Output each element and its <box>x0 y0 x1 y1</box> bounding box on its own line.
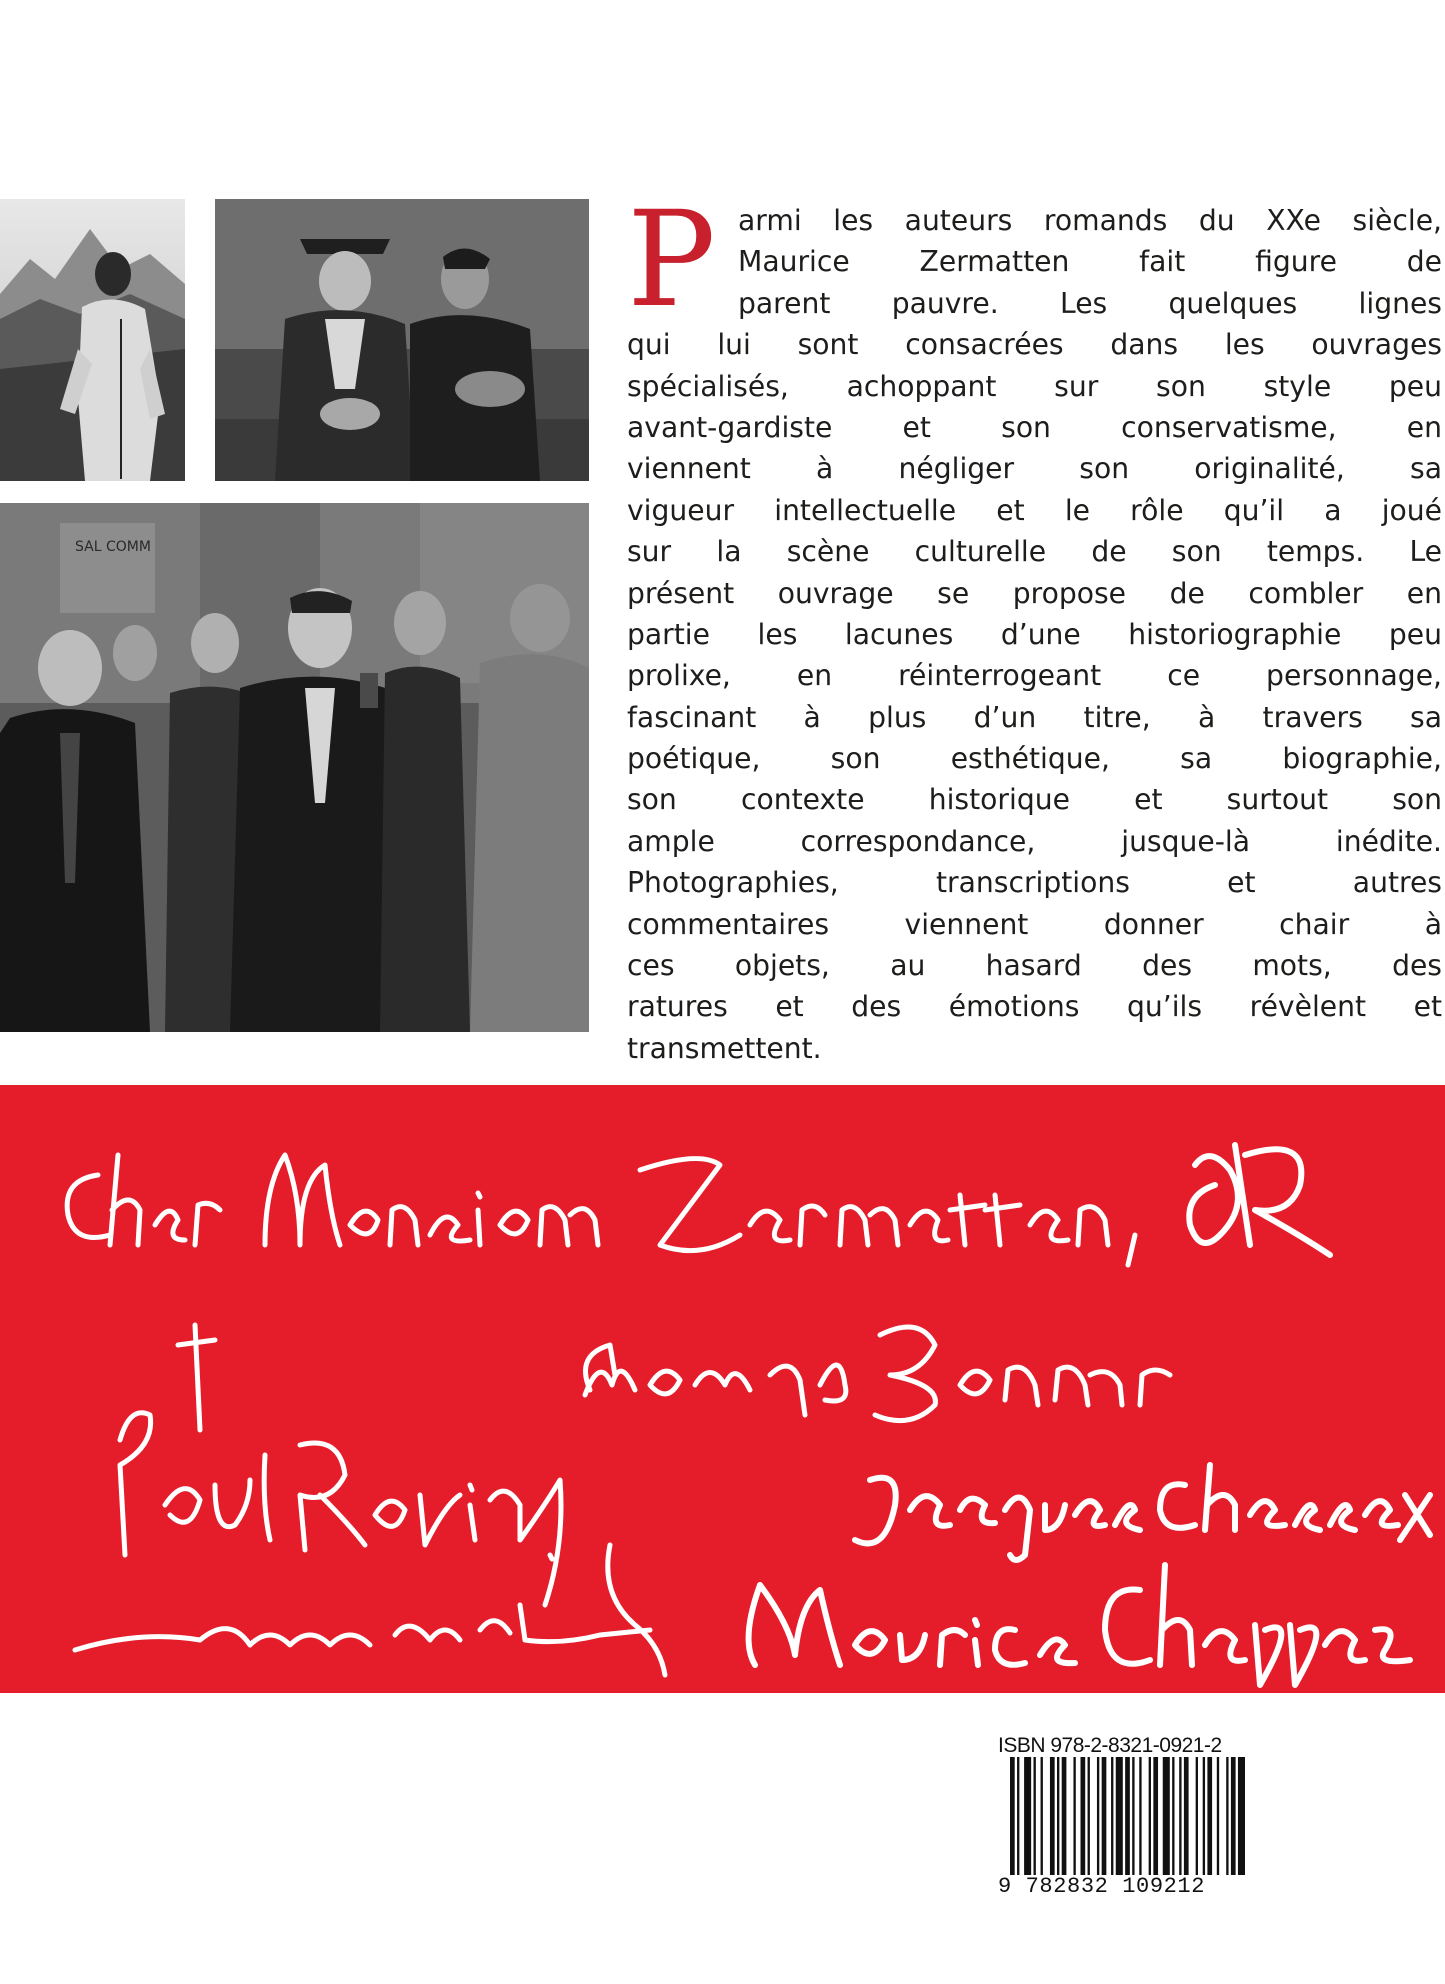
barcode-bar <box>1111 1757 1113 1875</box>
blurb-line: Maurice Zermatten fait figure de <box>738 245 1442 279</box>
barcode-bar <box>1207 1757 1212 1875</box>
barcode-bar <box>1163 1757 1170 1875</box>
barcode-bar <box>1073 1757 1075 1875</box>
blurb-line: prolixe, en réinterrogeant ce personnage, <box>627 659 1442 693</box>
signature-second-name <box>585 1327 1170 1421</box>
barcode-image <box>998 1757 1245 1875</box>
barcode-bar <box>1226 1757 1228 1875</box>
blurb-line: vigueur intellectuelle et le rôle qu’il a joué <box>627 493 1442 527</box>
blurb-line: ample correspondance, jusque-là inédite. <box>627 824 1442 858</box>
barcode-bar <box>1172 1757 1174 1875</box>
barcode-bar <box>1149 1757 1151 1875</box>
signature-monogram-r <box>1189 1145 1330 1255</box>
barcode-bar <box>1017 1757 1019 1875</box>
blurb-line: sur la scène culturelle de son temps. Le <box>627 535 1442 569</box>
barcode-bar <box>1184 1757 1189 1875</box>
blurb-line: poétique, son esthétique, sa biographie, <box>627 742 1442 776</box>
barcode-bar <box>1217 1757 1219 1875</box>
photo-sign-text: SAL COMM <box>75 539 151 555</box>
blurb-line: présent ouvrage se propose de combler en <box>627 576 1442 610</box>
photo-man-in-field <box>0 199 185 481</box>
barcode-bar <box>1057 1757 1059 1875</box>
barcode-bar <box>1203 1757 1205 1875</box>
barcode-bar <box>1062 1757 1067 1875</box>
barcode-bar <box>1034 1757 1036 1875</box>
blurb-line: viennent à négliger son originalité, sa <box>627 452 1442 486</box>
blurb-line: ces objets, au hasard des mots, des <box>627 949 1442 983</box>
blurb-line: fascinant à plus d’un titre, à travers sa <box>627 700 1442 734</box>
barcode-bar <box>1125 1757 1130 1875</box>
blurb-line: armi les auteurs romands du XXe siècle, <box>738 204 1442 237</box>
blurb-line: qui lui sont consacrées dans les ouvrages <box>627 328 1442 362</box>
blurb-line: transmettent. <box>627 1031 822 1065</box>
barcode-digits: 9 782832 109212 <box>998 1874 1206 1899</box>
barcode-bar <box>1238 1757 1245 1875</box>
signature-flourish <box>75 1545 665 1675</box>
blurb-line: partie les lacunes d’une historiographie peu <box>627 617 1442 651</box>
barcode-bar <box>1196 1757 1198 1875</box>
blurb-line: spécialisés, achoppant sur son style peu <box>627 369 1442 403</box>
signature-cher-monsieur <box>67 1155 598 1245</box>
blurb-line: avant-gardiste et son conservatisme, en <box>627 410 1442 444</box>
signature-zermatten <box>640 1159 1135 1265</box>
photo-reception-group <box>0 503 589 1032</box>
signature-maurice-chappaz <box>749 1565 1410 1685</box>
barcode-bar <box>1010 1757 1015 1875</box>
barcode-bar <box>1116 1757 1123 1875</box>
blurb-line: Photographies, transcriptions et autres <box>627 866 1442 900</box>
isbn-barcode-block <box>998 1734 1245 1900</box>
barcode-bar <box>1179 1757 1181 1875</box>
signature-cross-name <box>120 1325 561 1605</box>
barcode-bar <box>1050 1757 1055 1875</box>
barcode-bar <box>1102 1757 1107 1875</box>
barcode-bar <box>1024 1757 1031 1875</box>
barcode-bar <box>1097 1757 1099 1875</box>
blurb-line: commentaires viennent donner chair à <box>627 907 1442 941</box>
barcode-bar <box>1041 1757 1043 1875</box>
signature-jacques-chessex <box>855 1465 1430 1560</box>
blurb-line: parent pauvre. Les quelques lignes <box>738 286 1442 320</box>
isbn-number: ISBN 978-2-8321-0921-2 <box>998 1734 1222 1757</box>
blurb-line: ratures et des émotions qu’ils révèlent et <box>627 990 1442 1024</box>
barcode-bar <box>1132 1757 1134 1875</box>
photo-two-men-seated <box>215 199 589 481</box>
signatures-band <box>0 1085 1445 1693</box>
blurb-line: son contexte historique et surtout son <box>627 783 1442 817</box>
back-cover-blurb <box>627 200 1442 1069</box>
barcode-bar <box>1139 1757 1141 1875</box>
barcode-bar <box>1231 1757 1236 1875</box>
barcode-bar <box>1088 1757 1090 1875</box>
barcode-bar <box>1081 1757 1086 1875</box>
barcode-bar <box>1153 1757 1158 1875</box>
drop-cap-letter: P <box>627 183 716 337</box>
